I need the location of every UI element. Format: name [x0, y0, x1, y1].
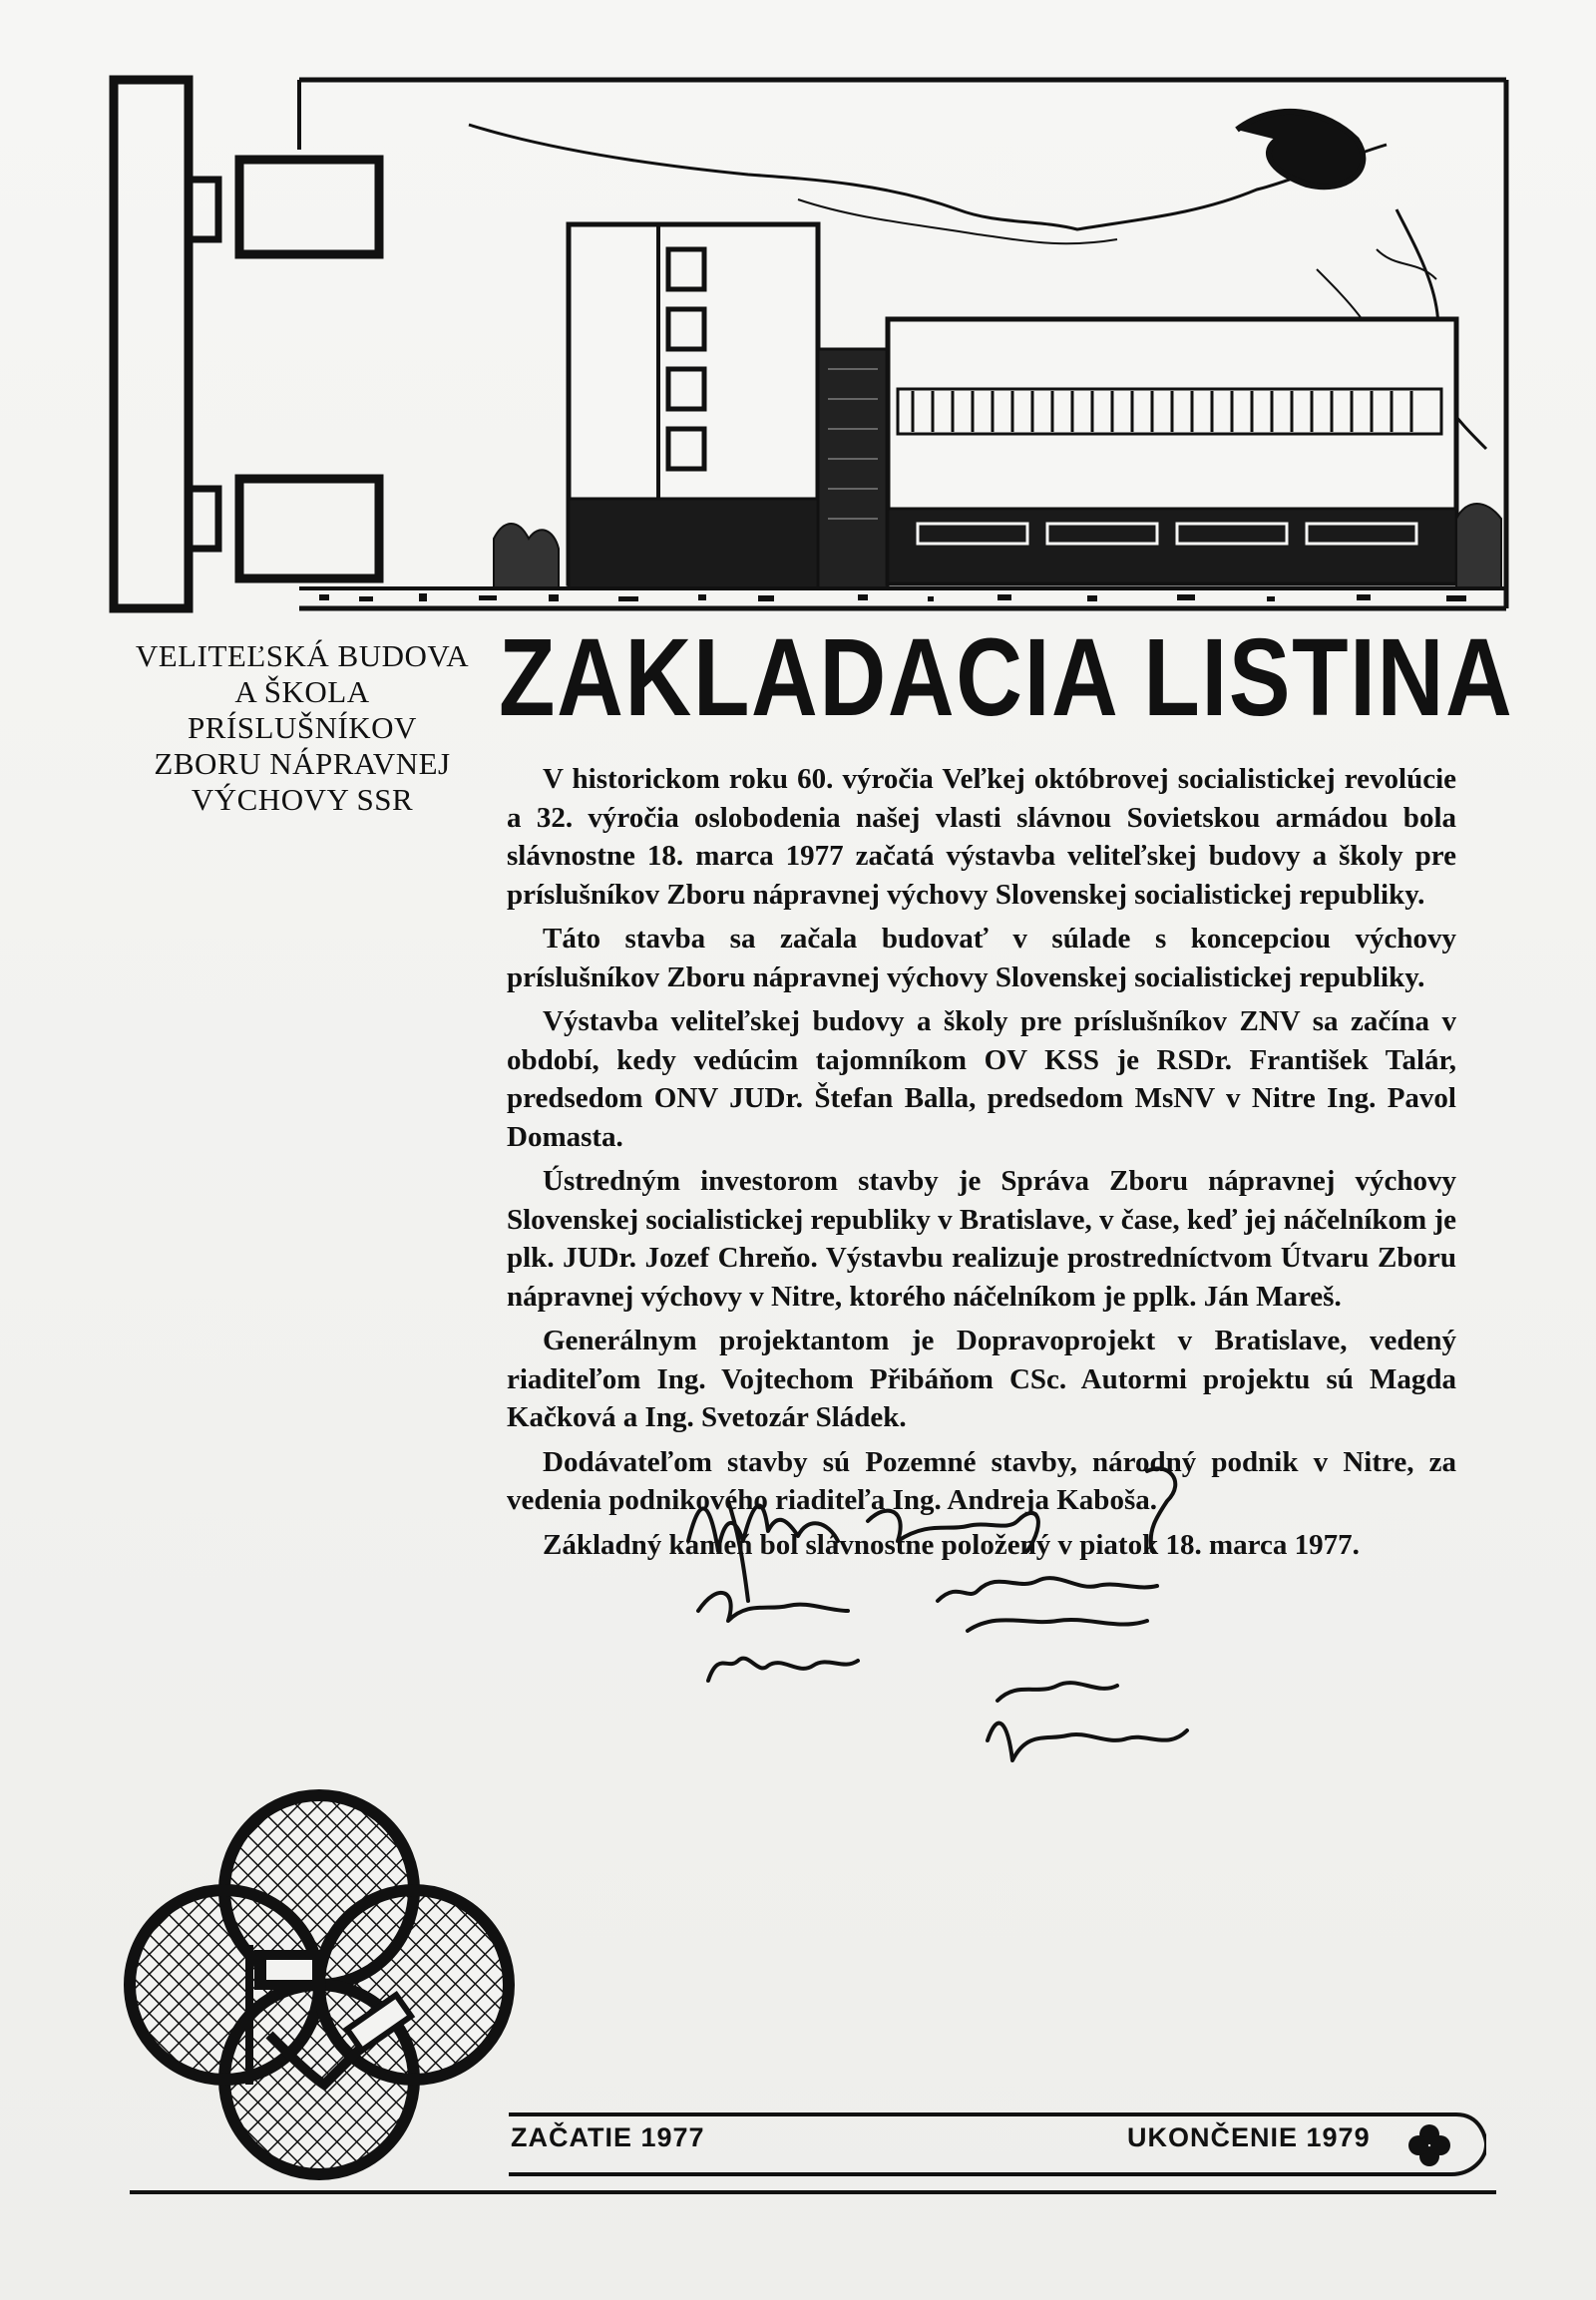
body-paragraph: Ústredným investorom stavby je Správa Zboru nápravnej výchovy Slovenskej socialistickej republiky v Bratislave, v čase, keď jej náčelníkom je plk. JUDr. Jozef Chreňo. Výstavbu realizuje prostredníctvom Útvaru Zboru nápravnej výchovy v Nitre, ktorého náčelníkom je pplk. Ján Mareš. [507, 1165, 1456, 1313]
start-year-label: ZAČATIE 1977 [511, 2122, 705, 2152]
body-paragraph: Dodávateľom stavby sú Pozemné stavby, národný podnik v Nitre, za vedenia podnikového riaditeľa Ing. Andreja Kaboša. [507, 1445, 1456, 1516]
body-paragraph: V historickom roku 60. výročia Veľkej októbrovej socialistickej revolúcie a 32. výročia oslobodenia našej vlasti slávnou Sovietskou armádou bola slávnostne 18. marca 1977 začatá výstavba veliteľskej budovy a školy pre príslušníkov Zboru nápravnej výchovy Slovenskej socialistickej republiky. [507, 763, 1456, 911]
body-paragraph: Základný kameň bol slávnostne položený v piatok 18. marca 1977. [543, 1528, 1360, 1561]
caption-line: VÝCHOVY SSR [191, 782, 414, 817]
caption-line: A ŠKOLA [234, 674, 370, 709]
end-year-label: UKONČENIE 1979 [1127, 2122, 1371, 2152]
caption-line: PRÍSLUŠNÍKOV [188, 710, 417, 745]
document-title: ZAKLADACIA LISTINA [499, 616, 1514, 739]
signatures [668, 1461, 1227, 2030]
body-paragraph: Táto stavba sa začala budovať v súlade s koncepciou výchovy príslušníkov Zboru nápravnej výchovy Slovenskej socialistickej republiky. [507, 923, 1456, 993]
caption-line: ZBORU NÁPRAVNEJ [154, 746, 451, 781]
emblem-logo [120, 1785, 519, 2184]
document-body [507, 760, 1456, 1570]
caption-line: VELITEĽSKÁ BUDOVA [135, 638, 470, 673]
body-paragraph: Generálnym projektantom je Dopravoprojekt v Bratislave, vedený riaditeľom Ing. Vojtechom Přibáňom CSc. Autormi projektu sú Magda Kačková a Ing. Svetozár Sládek. [507, 1325, 1456, 1433]
body-paragraph: Výstavba veliteľskej budovy a školy pre príslušníkov ZNV sa začína v období, kedy vedúcim tajomníkom OV KSS je RSDr. František Talár, predsedom ONV JUDr. Štefan Balla, predsedom MsNV v Nitre Ing. Pavol Domasta. [507, 1005, 1456, 1153]
building-illustration [100, 70, 1516, 628]
bottom-rule [130, 2190, 1496, 2194]
building-caption [118, 638, 487, 818]
